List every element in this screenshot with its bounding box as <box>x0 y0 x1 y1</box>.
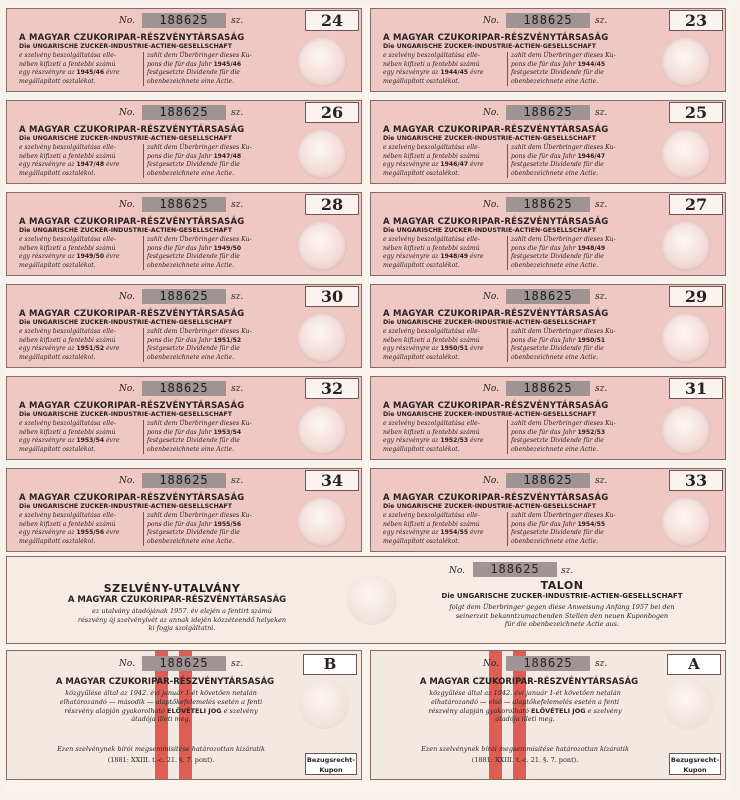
serial-number: 188625 <box>506 473 590 488</box>
bezugsrecht-kupon-label: Bezugsrecht- Kupon <box>669 753 721 775</box>
embossed-seal <box>297 37 347 87</box>
talon-hu-title: SZELVÉNY-UTALVÁNY <box>103 582 241 595</box>
company-name-de: Die UNGARISCHE ZUCKER-INDUSTRIE-ACTIEN-GESELLSCHAFT <box>383 43 596 50</box>
embossed-seal <box>661 221 711 271</box>
no-label: No. <box>483 384 499 394</box>
footer-law-ref: (1881: XXIII. t.-c. 21. §. 7. pont). <box>471 756 579 764</box>
coupon-number: 31 <box>669 378 723 399</box>
dividend-coupon <box>6 8 362 92</box>
coupon-text-de: zahlt dem Überbringer dieses Ku- pons die für das Jahr 1952/53 festgesetzte Dividende für die obenbezeichnete eine Actie. <box>507 420 641 454</box>
coupon-text-hu: e szelvény beszolgáltatása elle- nében kifizeti a fentebbi számú egy részvényre az 1950/51 évre megállapított osztalékot. <box>383 328 484 361</box>
coupon-text-hu: e szelvény beszolgáltatása elle- nében kifizeti a fentebbi számú egy részvényre az 1953/54 évre megállapított osztalékot. <box>19 420 120 453</box>
sz-label: sz. <box>595 476 608 486</box>
company-name-de: Die UNGARISCHE ZUCKER-INDUSTRIE-ACTIEN-GESELLSCHAFT <box>19 319 232 326</box>
sz-label: sz. <box>231 476 244 486</box>
coupon-number: 32 <box>305 378 359 399</box>
subscription-right-coupon <box>370 650 726 780</box>
embossed-seal <box>347 575 397 625</box>
sz-label: sz. <box>595 384 608 394</box>
company-name-hu: A MAGYAR CZUKORIPAR-RÉSZVÉNYTÁRSASÁG <box>419 677 639 687</box>
company-name-hu: A MAGYAR CZUKORIPAR-RÉSZVÉNYTÁRSASÁG <box>55 677 275 687</box>
coupon-letter: B <box>303 654 357 675</box>
no-label: No. <box>483 16 499 26</box>
serial-number: 188625 <box>142 381 226 396</box>
coupon-text-de: zahlt dem Überbringer dieses Ku- pons die für das Jahr 1947/48 festgesetzte Dividende für die obenbezeichnete eine Actie. <box>143 144 277 178</box>
no-label: No. <box>483 292 499 302</box>
sz-label: sz. <box>595 659 608 669</box>
serial-number: 188625 <box>506 656 590 671</box>
serial-number: 188625 <box>142 197 226 212</box>
sz-label: sz. <box>231 200 244 210</box>
no-label: No. <box>483 200 499 210</box>
no-label: No. <box>119 16 135 26</box>
coupon-text-de: zahlt dem Überbringer dieses Ku- pons die für das Jahr 1948/49 festgesetzte Dividende für die obenbezeichnete eine Actie. <box>507 236 641 270</box>
sz-label: sz. <box>561 566 574 576</box>
coupon-body: közgyűlése által az 1942. évi január 1-ét követően netalán elhatározandó — első — alaptőkefelemelés esetén a fenti részvény alapján gyakorolható ELŐVÉTELI JOG e szelvény átadója illeti meg. <box>428 689 622 724</box>
sz-label: sz. <box>231 108 244 118</box>
talon-hu-company: A MAGYAR CZUKORIPAR-RÉSZVÉNYTÁRSASÁG <box>67 595 287 605</box>
company-name-hu: A MAGYAR CZUKORIPAR-RÉSZVÉNYTÁRSASÁG <box>383 309 609 319</box>
dividend-coupon <box>6 376 362 460</box>
coupon-text-hu: e szelvény beszolgáltatása elle- nében kifizeti a fentebbi számú egy részvényre az 1949/50 évre megállapított osztalékot. <box>19 236 120 269</box>
coupon-number: 33 <box>669 470 723 491</box>
company-name-de: Die UNGARISCHE ZUCKER-INDUSTRIE-ACTIEN-GESELLSCHAFT <box>19 411 232 418</box>
coupon-text-hu: e szelvény beszolgáltatása elle- nében kifizeti a fentebbi számú egy részvényre az 1954/55 évre megállapított osztalékot. <box>383 512 484 545</box>
embossed-seal <box>297 405 347 455</box>
embossed-seal <box>661 497 711 547</box>
coupon-number: 25 <box>669 102 723 123</box>
coupon-text-hu: e szelvény beszolgáltatása elle- nében kifizeti a fentebbi számú egy részvényre az 1947/48 évre megállapított osztalékot. <box>19 144 120 177</box>
coupon-text-de: zahlt dem Überbringer dieses Ku- pons die für das Jahr 1954/55 festgesetzte Dividende für die obenbezeichnete eine Actie. <box>507 512 641 546</box>
company-name-de: Die UNGARISCHE ZUCKER-INDUSTRIE-ACTIEN-GESELLSCHAFT <box>19 135 232 142</box>
embossed-seal <box>661 37 711 87</box>
coupon-text-hu: e szelvény beszolgáltatása elle- nében kifizeti a fentebbi számú egy részvényre az 1946/47 évre megállapított osztalékot. <box>383 144 484 177</box>
company-name-de: Die UNGARISCHE ZUCKER-INDUSTRIE-ACTIEN-GESELLSCHAFT <box>383 411 596 418</box>
no-label: No. <box>483 108 499 118</box>
serial-number: 188625 <box>506 13 590 28</box>
serial-number: 188625 <box>142 105 226 120</box>
company-name-hu: A MAGYAR CZUKORIPAR-RÉSZVÉNYTÁRSASÁG <box>383 125 609 135</box>
dividend-coupon <box>370 284 726 368</box>
serial-number: 188625 <box>506 105 590 120</box>
coupon-body: közgyűlése által az 1942. évi január 1-ét követően netalán elhatározandó — második — alaptőkefelemelés esetén a fenti részvény alapján gyakorolható ELŐVÉTELI JOG e szelvény átadója illeti meg. <box>59 689 263 724</box>
serial-number: 188625 <box>142 289 226 304</box>
company-name-hu: A MAGYAR CZUKORIPAR-RÉSZVÉNYTÁRSASÁG <box>19 33 245 43</box>
bezugsrecht-kupon-label: Bezugsrecht- Kupon <box>305 753 357 775</box>
company-name-hu: A MAGYAR CZUKORIPAR-RÉSZVÉNYTÁRSASÁG <box>19 309 245 319</box>
coupon-text-hu: e szelvény beszolgáltatása elle- nében kifizeti a fentebbi számú egy részvényre az 1945/46 évre megállapított osztalékot. <box>19 52 120 85</box>
no-label: No. <box>119 384 135 394</box>
company-name-de: Die UNGARISCHE ZUCKER-INDUSTRIE-ACTIEN-GESELLSCHAFT <box>19 503 232 510</box>
embossed-seal <box>297 221 347 271</box>
company-name-hu: A MAGYAR CZUKORIPAR-RÉSZVÉNYTÁRSASÁG <box>383 493 609 503</box>
footer-law-ref: (1881: XXIII. t.-c. 21. §. 7. pont). <box>107 756 215 764</box>
dividend-coupon <box>6 284 362 368</box>
embossed-seal <box>661 405 711 455</box>
company-name-de: Die UNGARISCHE ZUCKER-INDUSTRIE-ACTIEN-GESELLSCHAFT <box>383 135 596 142</box>
coupon-number: 23 <box>669 10 723 31</box>
coupon-text-de: zahlt dem Überbringer dieses Ku- pons die für das Jahr 1946/47 festgesetzte Dividende für die obenbezeichnete eine Actie. <box>507 144 641 178</box>
coupon-number: 34 <box>305 470 359 491</box>
sz-label: sz. <box>231 384 244 394</box>
company-name-hu: A MAGYAR CZUKORIPAR-RÉSZVÉNYTÁRSASÁG <box>19 401 245 411</box>
coupon-text-de: zahlt dem Überbringer dieses Ku- pons die für das Jahr 1949/50 festgesetzte Dividende für die obenbezeichnete eine Actie. <box>143 236 277 270</box>
company-name-hu: A MAGYAR CZUKORIPAR-RÉSZVÉNYTÁRSASÁG <box>19 125 245 135</box>
coupon-number: 29 <box>669 286 723 307</box>
company-name-de: Die UNGARISCHE ZUCKER-INDUSTRIE-ACTIEN-GESELLSCHAFT <box>383 503 596 510</box>
footer-note: Ezen szelvénynek bírói megsemmisítése határozottan kizáratik <box>421 745 629 753</box>
no-label: No. <box>119 200 135 210</box>
serial-number: 188625 <box>142 656 226 671</box>
no-label: No. <box>449 566 465 576</box>
talon-de-title: TALON <box>540 579 584 592</box>
no-label: No. <box>119 659 135 669</box>
dividend-coupon <box>370 376 726 460</box>
coupon-text-hu: e szelvény beszolgáltatása elle- nében kifizeti a fentebbi számú egy részvényre az 1944/45 évre megállapított osztalékot. <box>383 52 484 85</box>
coupon-text-de: zahlt dem Überbringer dieses Ku- pons die für das Jahr 1950/51 festgesetzte Dividende für die obenbezeichnete eine Actie. <box>507 328 641 362</box>
company-name-hu: A MAGYAR CZUKORIPAR-RÉSZVÉNYTÁRSASÁG <box>19 217 245 227</box>
coupon-letter: A <box>667 654 721 675</box>
coupon-text-de: zahlt dem Überbringer dieses Ku- pons die für das Jahr 1944/45 festgesetzte Dividende für die obenbezeichnete eine Actie. <box>507 52 641 86</box>
dividend-coupon <box>6 468 362 552</box>
no-label: No. <box>119 292 135 302</box>
serial-number: 188625 <box>473 562 557 577</box>
talon-de-company: Die UNGARISCHE ZUCKER-INDUSTRIE-ACTIEN-GESELLSCHAFT <box>441 592 683 600</box>
subscription-right-coupon <box>6 650 362 780</box>
company-name-hu: A MAGYAR CZUKORIPAR-RÉSZVÉNYTÁRSASÁG <box>383 401 609 411</box>
dividend-coupon <box>370 192 726 276</box>
embossed-seal <box>297 497 347 547</box>
serial-number: 188625 <box>142 13 226 28</box>
coupon-text-hu: e szelvény beszolgáltatása elle- nében kifizeti a fentebbi számú egy részvényre az 1955/56 évre megállapított osztalékot. <box>19 512 120 545</box>
company-name-de: Die UNGARISCHE ZUCKER-INDUSTRIE-ACTIEN-GESELLSCHAFT <box>383 319 596 326</box>
talon-hu-text: ez utalvány átadójának 1957. év elején a fentirt számú részvény új szelvényívét az annak idején közzéteendő helyeken ki fogja szolgáltatni. <box>77 607 287 632</box>
coupon-text-hu: e szelvény beszolgáltatása elle- nében kifizeti a fentebbi számú egy részvényre az 1952/53 évre megállapított osztalékot. <box>383 420 484 453</box>
coupon-number: 28 <box>305 194 359 215</box>
sz-label: sz. <box>595 292 608 302</box>
dividend-coupon <box>6 192 362 276</box>
coupon-text-hu: e szelvény beszolgáltatása elle- nében kifizeti a fentebbi számú egy részvényre az 1951/52 évre megállapított osztalékot. <box>19 328 120 361</box>
talon-de-text: folgt dem Überbringer gegen diese Anweisung Anfang 1957 bei den seinerzeit bekanntzumachenden Stellen den neuen Kuponbogen für die obenbezeichnete Actie aus. <box>449 603 675 628</box>
sz-label: sz. <box>231 16 244 26</box>
sz-label: sz. <box>595 200 608 210</box>
company-name-hu: A MAGYAR CZUKORIPAR-RÉSZVÉNYTÁRSASÁG <box>19 493 245 503</box>
dividend-coupon <box>370 8 726 92</box>
coupon-number: 27 <box>669 194 723 215</box>
coupon-text-de: zahlt dem Überbringer dieses Ku- pons die für das Jahr 1953/54 festgesetzte Dividende für die obenbezeichnete eine Actie. <box>143 420 277 454</box>
no-label: No. <box>483 476 499 486</box>
embossed-seal <box>297 313 347 363</box>
coupon-text-de: zahlt dem Überbringer dieses Ku- pons die für das Jahr 1945/46 festgesetzte Dividende für die obenbezeichnete eine Actie. <box>143 52 277 86</box>
coupon-number: 24 <box>305 10 359 31</box>
footer-note: Ezen szelvénynek bírói megsemmisítése határozottan kizáratik <box>57 745 265 753</box>
company-name-hu: A MAGYAR CZUKORIPAR-RÉSZVÉNYTÁRSASÁG <box>383 217 609 227</box>
coupon-text-hu: e szelvény beszolgáltatása elle- nében kifizeti a fentebbi számú egy részvényre az 1948/49 évre megállapított osztalékot. <box>383 236 484 269</box>
no-label: No. <box>483 659 499 669</box>
coupon-number: 26 <box>305 102 359 123</box>
company-name-de: Die UNGARISCHE ZUCKER-INDUSTRIE-ACTIEN-GESELLSCHAFT <box>19 227 232 234</box>
sz-label: sz. <box>595 108 608 118</box>
embossed-seal <box>297 129 347 179</box>
coupon-text-de: zahlt dem Überbringer dieses Ku- pons die für das Jahr 1951/52 festgesetzte Dividende für die obenbezeichnete eine Actie. <box>143 328 277 362</box>
coupon-number: 30 <box>305 286 359 307</box>
no-label: No. <box>119 108 135 118</box>
no-label: No. <box>119 476 135 486</box>
coupon-text-de: zahlt dem Überbringer dieses Ku- pons die für das Jahr 1955/56 festgesetzte Dividende für die obenbezeichnete eine Actie. <box>143 512 277 546</box>
embossed-seal <box>661 129 711 179</box>
company-name-de: Die UNGARISCHE ZUCKER-INDUSTRIE-ACTIEN-GESELLSCHAFT <box>383 227 596 234</box>
talon-section <box>6 556 726 644</box>
sz-label: sz. <box>231 292 244 302</box>
company-name-de: Die UNGARISCHE ZUCKER-INDUSTRIE-ACTIEN-GESELLSCHAFT <box>19 43 232 50</box>
serial-number: 188625 <box>142 473 226 488</box>
company-name-hu: A MAGYAR CZUKORIPAR-RÉSZVÉNYTÁRSASÁG <box>383 33 609 43</box>
embossed-seal <box>661 313 711 363</box>
dividend-coupon <box>370 468 726 552</box>
dividend-coupon <box>370 100 726 184</box>
dividend-coupon <box>6 100 362 184</box>
sz-label: sz. <box>231 659 244 669</box>
serial-number: 188625 <box>506 289 590 304</box>
sz-label: sz. <box>595 16 608 26</box>
serial-number: 188625 <box>506 381 590 396</box>
serial-number: 188625 <box>506 197 590 212</box>
